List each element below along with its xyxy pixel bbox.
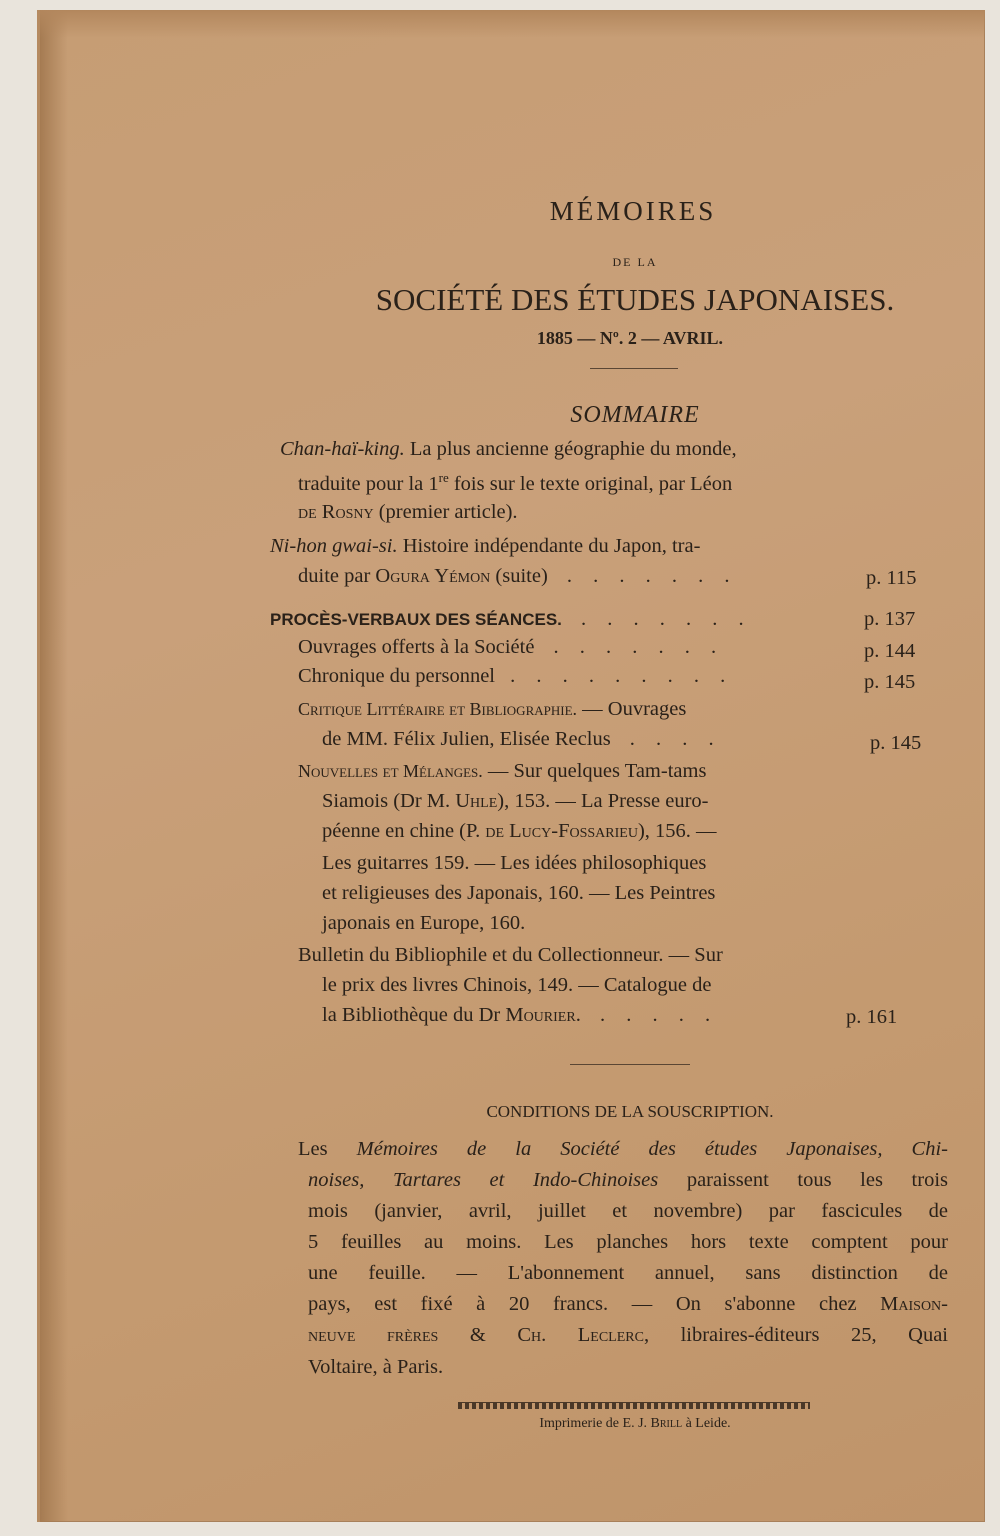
entry-chan-hai-king-line1	[280, 438, 737, 461]
title-memoires: MÉMOIRES	[549, 196, 717, 226]
entry-text: ), 153. — La Presse euro-	[497, 790, 709, 812]
title-divider	[590, 368, 678, 369]
entry-text: fois sur le texte original, par Léon	[448, 472, 733, 495]
leader-dots: . . . . . . .	[566, 565, 738, 587]
issue-line: 1885 — Nº. 2 — AVRIL.	[536, 328, 724, 348]
nouvelles-line5: et religieuses des Japonais, 160. — Les Peintres	[322, 882, 716, 904]
section-label: Chronique du personnel	[298, 665, 495, 687]
journal-title-italic: Mémoires de la Société des études Japonaises, Chi-	[356, 1138, 948, 1160]
conditions-text: Les	[298, 1138, 357, 1160]
title-de-la: DE LA	[612, 255, 658, 269]
entry-text: .	[575, 1004, 581, 1026]
author-name: Ogura Yémon	[375, 565, 491, 587]
leader-dots: . . . . .	[599, 1004, 719, 1026]
nouvelles-line4: Les guitarres 159. — Les idées philosophiques	[322, 852, 707, 874]
nouvelles-line2	[322, 790, 709, 813]
section-divider	[570, 1064, 690, 1065]
printer-name: Brill	[650, 1416, 683, 1431]
pamphlet-cover	[40, 10, 985, 1522]
author-name: Uhle	[455, 790, 498, 812]
entry-chan-hai-king-line2	[298, 470, 732, 496]
leader-dots: . . . . . . .	[553, 636, 725, 658]
conditions-line7	[308, 1324, 948, 1347]
imprint-text: à Leide.	[682, 1416, 731, 1431]
ornamental-rule	[458, 1402, 810, 1409]
entry-text: — Sur quelques Tam-tams	[482, 760, 707, 782]
entry-text: péenne en chine (P.	[322, 820, 486, 842]
entry-chan-hai-king-line3	[298, 501, 518, 524]
conditions-line2	[308, 1169, 948, 1192]
nouvelles-line1	[298, 760, 706, 783]
section-label: PROCÈS-VERBAUX DES SÉANCES.	[270, 610, 562, 629]
bulletin-line3	[322, 1004, 718, 1027]
publisher-name: Ch. Leclerc	[517, 1324, 644, 1346]
sommaire-heading: SOMMAIRE	[570, 402, 700, 428]
entry-text: ), 156. —	[637, 820, 717, 842]
conditions-line4: 5 feuilles au moins. Les planches hors texte comptent pour	[308, 1231, 948, 1253]
entry-text: traduite pour la 1	[298, 472, 439, 495]
page-ref: p. 137	[864, 608, 916, 630]
conditions-line3: mois (janvier, avril, juillet et novembre) par fascicules de	[308, 1200, 948, 1222]
entry-title-italic: Chan-haï-king.	[280, 438, 405, 460]
entry-text: de MM. Félix Julien, Elisée Reclus	[322, 728, 611, 750]
imprint-text: Imprimerie de E. J.	[539, 1416, 651, 1431]
page-ref: p. 145	[870, 732, 922, 754]
publisher-name: neuve frères	[308, 1324, 439, 1346]
author-name: de Rosny	[298, 501, 374, 523]
entry-text: La plus ancienne géographie du monde,	[404, 438, 737, 460]
nouvelles-line3	[322, 820, 717, 843]
bulletin-line1: Bulletin du Bibliophile et du Collectionneur. — Sur	[298, 944, 723, 966]
entry-text: Histoire indépendante du Japon, tra-	[397, 535, 701, 557]
imprint-line	[480, 1416, 790, 1432]
entry-text: la Bibliothèque du Dr	[322, 1004, 506, 1026]
page-ref: p. 144	[864, 640, 916, 662]
page-ref: p. 161	[846, 1006, 898, 1028]
conditions-heading: CONDITIONS DE LA SOUSCRIPTION.	[486, 1102, 774, 1121]
proces-verbaux-line	[270, 608, 752, 631]
leader-dots: . . . . . . . . .	[510, 665, 734, 687]
author-name: de Lucy-Fossarieu	[485, 820, 638, 842]
entry-ni-hon-line2	[298, 565, 738, 588]
critique-line2	[322, 728, 722, 751]
conditions-line8: Voltaire, à Paris.	[308, 1356, 444, 1378]
conditions-text: , libraires-éditeurs 25, Quai	[643, 1324, 948, 1346]
section-label: Critique Littéraire et Bibliographie.	[298, 699, 578, 719]
journal-title-italic: noises, Tartares et Indo-Chinoises	[308, 1169, 659, 1191]
section-label: Nouvelles et Mélanges.	[298, 761, 483, 781]
leader-dots: . . . . . . .	[580, 608, 752, 630]
entry-text: — Ouvrages	[577, 698, 687, 720]
page-ref: p. 115	[866, 567, 917, 589]
conditions-line6	[308, 1293, 948, 1316]
entry-title-italic: Ni-hon gwai-si.	[270, 535, 398, 557]
conditions-line5: une feuille. — L'abonnement annuel, sans distinction de	[308, 1262, 948, 1284]
entry-ni-hon-line1	[270, 535, 700, 558]
entry-text: (suite)	[490, 565, 548, 587]
entry-text: (premier article).	[373, 501, 518, 523]
page-ref: p. 145	[864, 671, 916, 693]
bulletin-line2: le prix des livres Chinois, 149. — Catalogue de	[322, 974, 712, 996]
nouvelles-line6: japonais en Europe, 160.	[322, 912, 526, 934]
author-name: Mourier	[505, 1004, 576, 1026]
conditions-line1	[298, 1138, 948, 1161]
superscript: re	[438, 470, 449, 485]
chronique-line	[298, 665, 733, 688]
title-societe: SOCIÉTÉ DES ÉTUDES JAPONAISES.	[375, 282, 895, 317]
entry-text: duite par	[298, 565, 376, 587]
leader-dots: . . . .	[629, 728, 722, 750]
ouvrages-line	[298, 636, 724, 659]
conditions-text: &	[438, 1324, 518, 1346]
conditions-text: pays, est fixé à 20 francs. — On s'abonne chez	[308, 1293, 881, 1315]
section-label: Ouvrages offerts à la Société	[298, 636, 535, 658]
publisher-name: Maison-	[880, 1293, 948, 1315]
critique-line1	[298, 698, 686, 721]
conditions-text: paraissent tous les trois	[658, 1169, 948, 1191]
entry-text: Siamois (Dr M.	[322, 790, 456, 812]
